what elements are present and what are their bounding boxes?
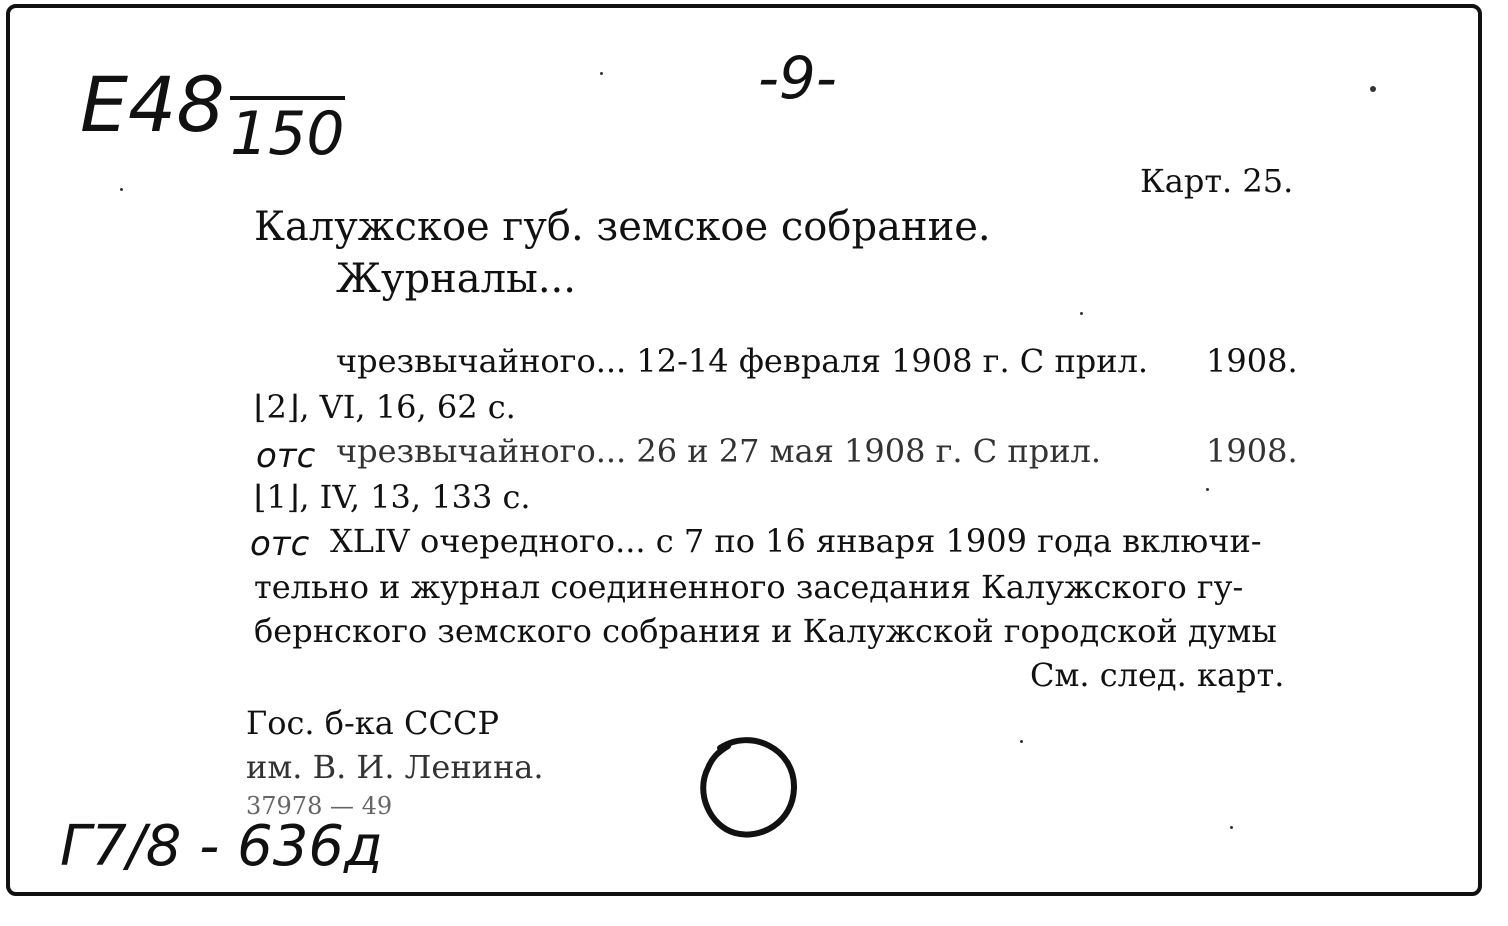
speck [1370,86,1376,92]
catalog-card [6,4,1482,896]
entry-2-details: ⌊1⌋, IV, 13, 133 с. [254,478,531,516]
see-next-card: См. след. карт. [1030,656,1285,694]
speck [600,72,603,75]
imprint-line-2: им. В. И. Ленина. [246,748,544,786]
card-number: Карт. 25. [1140,162,1294,200]
entry-2-year: 1908. [1206,432,1298,470]
entry-3-line-2: тельно и журнал соединенного заседания Калужского гу- [254,568,1244,606]
entry-1-details: ⌊2⌋, VI, 16, 62 с. [254,388,516,426]
entry-2-text: чрезвычайного... 26 и 27 мая 1908 г. С прил. [336,432,1102,470]
speck [1230,826,1233,829]
mark-otc-1: отс [256,436,316,476]
speck [120,188,123,191]
entry-3-line-3: бернского земского собрания и Калужской городской думы [254,612,1277,650]
entry-1-year: 1908. [1206,342,1298,380]
mark-otc-2: отс [250,524,310,564]
drawn-circle-mark [690,728,810,848]
speck [1020,740,1023,743]
shelfmark-fraction: 150 [230,96,345,164]
imprint-line-3: 37978 — 49 [246,792,393,820]
speck [1206,488,1209,491]
page-number: -9- [758,44,837,112]
speck [1080,312,1083,315]
imprint-line-1: Гос. б-ка СССР [246,704,500,742]
shelfmark-bottom: Г7/8 - 636д [60,814,383,879]
entry-1-text: чрезвычайного... 12-14 февраля 1908 г. С прил. [336,342,1149,380]
entry-3-line-1: XLIV очередного... с 7 по 16 января 1909 года включи- [330,522,1262,560]
shelfmark-top: E48 [80,60,225,149]
heading-line-2: Журналы... [336,256,576,302]
heading-line-1: Калужское губ. земское собрание. [254,204,991,250]
